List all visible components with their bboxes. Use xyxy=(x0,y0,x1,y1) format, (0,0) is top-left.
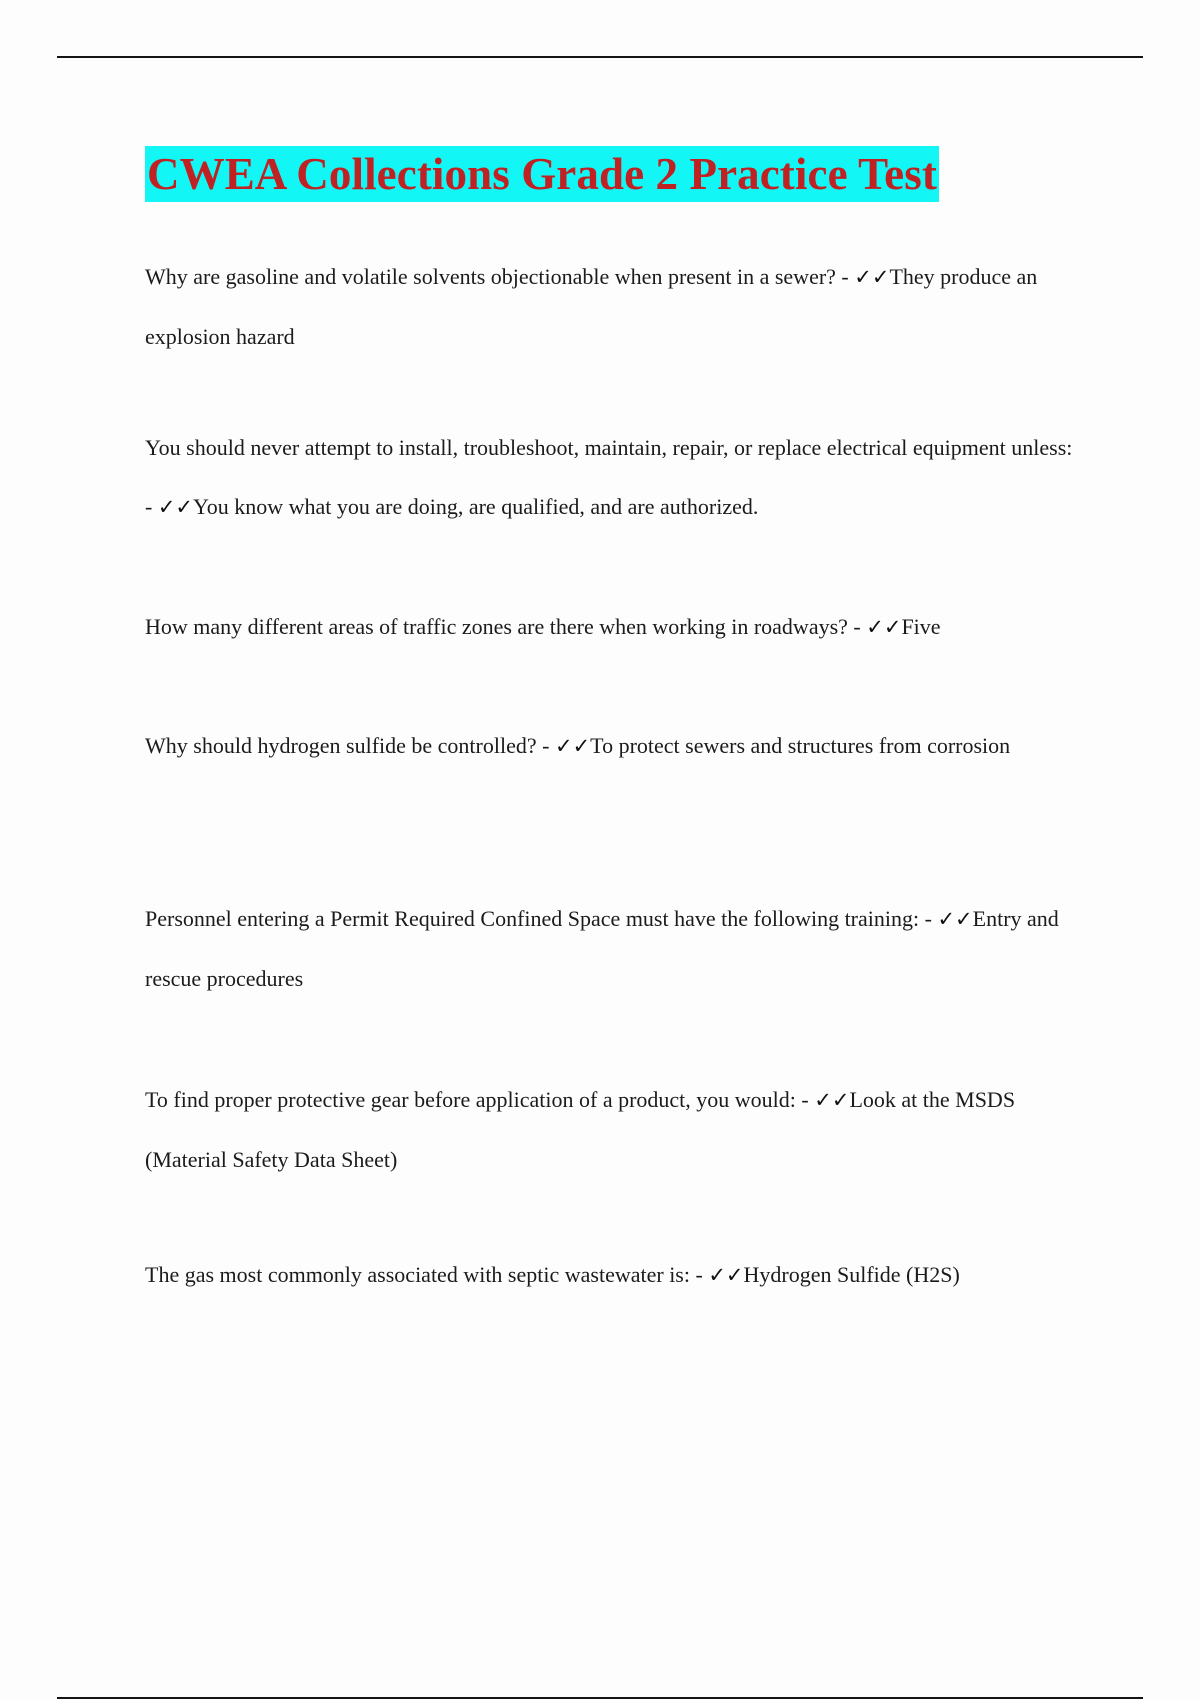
double-check-icon: ✓✓ xyxy=(866,615,902,639)
question-text: How many different areas of traffic zones are there when working in roadways? - xyxy=(145,614,867,639)
answer-text: Entry and rescue procedures xyxy=(145,906,1059,991)
answer-text: To protect sewers and structures from corrosion xyxy=(590,733,1011,758)
answer-text: Five xyxy=(901,614,941,639)
qa-item-5 xyxy=(145,889,1075,1008)
qa-item-4 xyxy=(145,716,1075,776)
answer-text: Look at the MSDS (Material Safety Data Sheet) xyxy=(145,1087,1016,1172)
question-text: Personnel entering a Permit Required Confined Space must have the following training: - xyxy=(145,906,938,931)
qa-item-7 xyxy=(145,1245,1075,1305)
double-check-icon: ✓✓ xyxy=(937,907,973,931)
question-text: Why should hydrogen sulfide be controlled? - xyxy=(145,733,555,758)
bottom-rule xyxy=(57,1697,1143,1699)
question-text: To find proper protective gear before application of a product, you would: - xyxy=(145,1087,815,1112)
title-block xyxy=(145,146,939,202)
document-title: CWEA Collections Grade 2 Practice Test xyxy=(145,146,939,202)
answer-text: Hydrogen Sulfide (H2S) xyxy=(743,1262,960,1287)
answer-text: You know what you are doing, are qualified, and are authorized. xyxy=(193,494,759,519)
answer-text: They produce an explosion hazard xyxy=(145,264,1038,349)
question-text: The gas most commonly associated with septic wastewater is: - xyxy=(145,1262,709,1287)
qa-item-2 xyxy=(145,418,1075,537)
question-text: You should never attempt to install, troubleshoot, maintain, repair, or replace electrical equipment unless: - xyxy=(145,435,1073,519)
qa-item-6 xyxy=(145,1070,1075,1189)
qa-item-1 xyxy=(145,247,1075,366)
double-check-icon: ✓✓ xyxy=(854,265,890,289)
double-check-icon: ✓✓ xyxy=(157,495,194,519)
top-rule xyxy=(57,56,1143,58)
double-check-icon: ✓✓ xyxy=(814,1088,850,1112)
double-check-icon: ✓✓ xyxy=(554,734,591,758)
qa-item-3 xyxy=(145,597,1075,657)
double-check-icon: ✓✓ xyxy=(708,1263,744,1287)
question-text: Why are gasoline and volatile solvents objectionable when present in a sewer? - xyxy=(145,264,855,289)
